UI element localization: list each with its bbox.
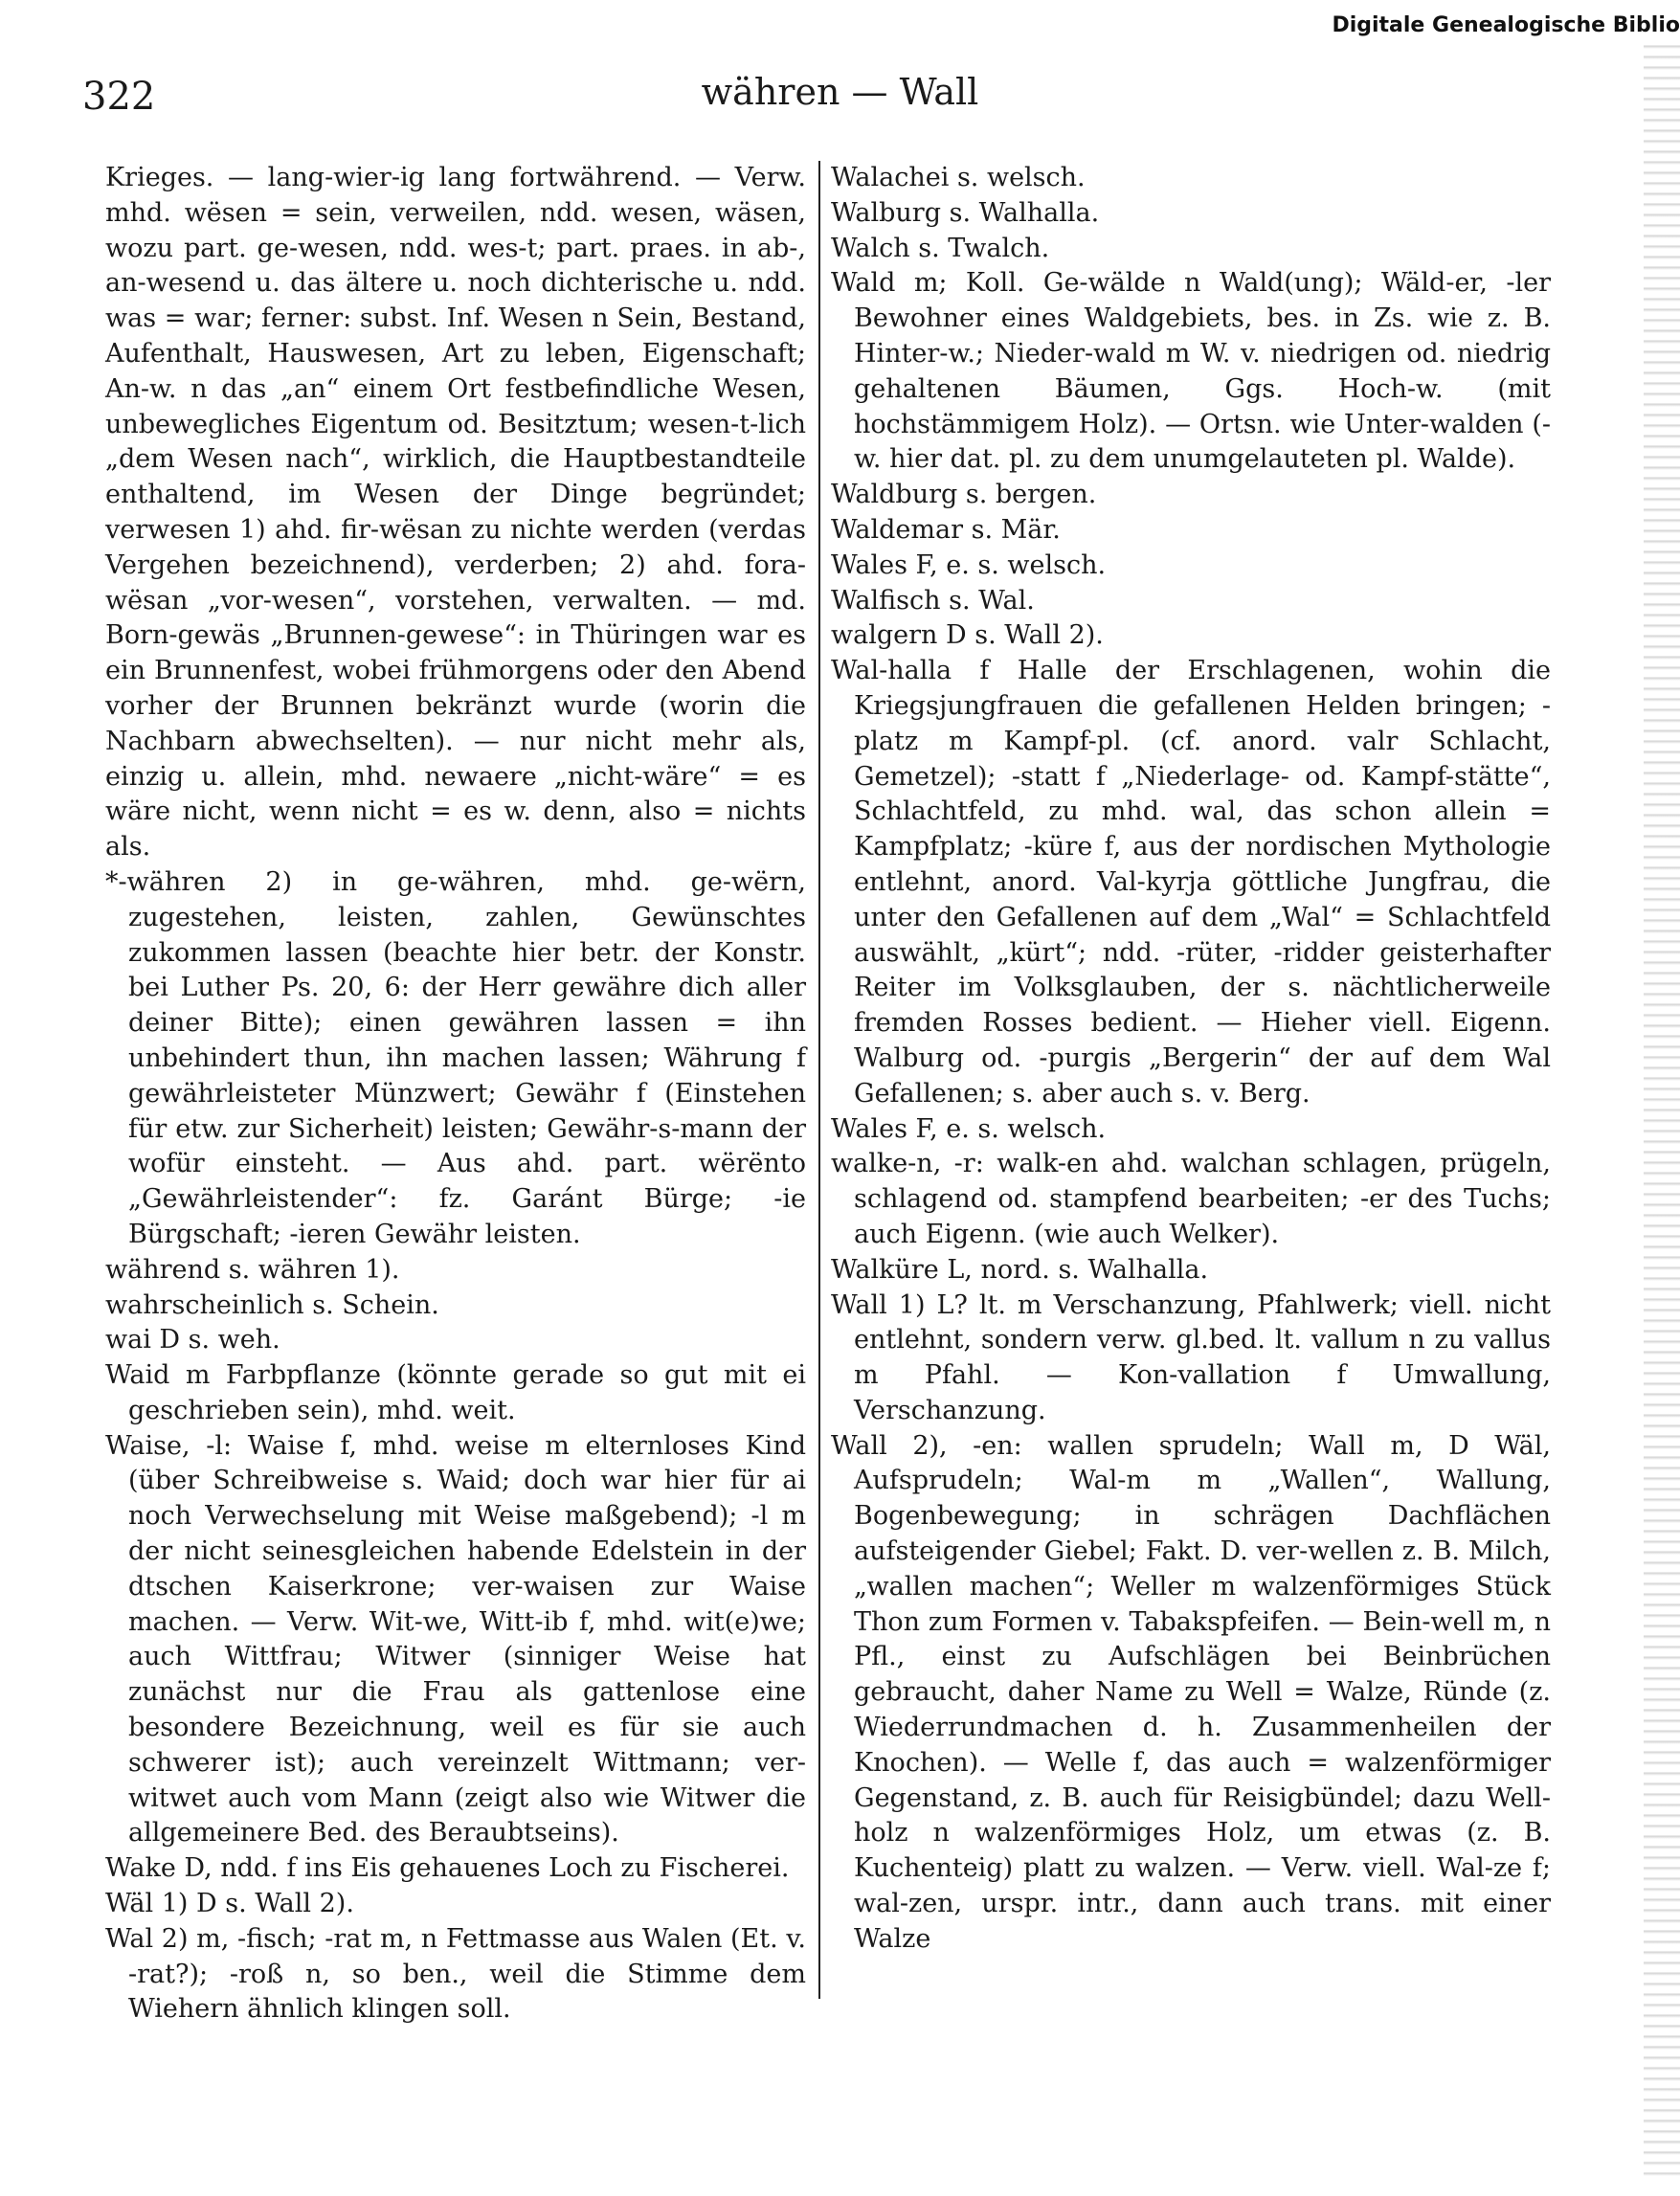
entry-paragraph: Wall 2), -en: wallen sprudeln; Wall m, D Wäl, Aufsprudeln; Wal-m m „Wallen“, Wallung, Bogenbewegung; in schrägen Dachflächen aufsteigender Giebel; Fakt. D. ver-wellen z. B. Milch, „wallen machen“; Weller m walzenförmiges Stück Thon zum Formen v. Tabakspfeifen. — Bein-well m, n Pfl., einst zu Aufschlägen bei Beinbrüchen gebraucht, daher Name zu Well = Walze, Ründe (z. Wiederrundmachen d. h. Zusammenheilen der Knochen). — Welle f, das auch = walzenförmiger Gegenstand, z. B. auch für Reisigbündel; dazu Well-holz n walzenförmiges Holz, um etwas (z. B. Kuchenteig) platt zu walzen. — Verw. viell. Wal-ze f; wal-zen, urspr. intr., dann auch trans. mit einer Walze bbox=[831, 1430, 1551, 1954]
entry-paragraph: walke-n, -r: walk-en ahd. walchan schlagen, prügeln, schlagend od. stampfend bearbeiten; -er des Tuchs; auch Eigenn. (wie auch Welker). bbox=[831, 1149, 1551, 1249]
entry-paragraph: Wäl 1) D s. Wall 2). bbox=[105, 1889, 354, 1919]
entry-paragraph: Krieges. — lang-wier-ig lang fortwährend. — Verw. mhd. wësen = sein, verweilen, ndd. wesen, wäsen, wozu part. ge-wesen, ndd. wes-t; part. praes. in ab-, an-wesend u. das ältere u. noch dichterische u. ndd. was = war; ferner: subst. Inf. Wesen n Sein, Bestand, Aufenthalt, Hauswesen, Art zu leben, Eigenschaft; An-w. n das „an“ einem Ort festbefindliche Wesen, unbewegliches Eigentum od. Besitztum; wesen-t-lich „dem Wesen nach“, wirklich, die Hauptbestandteile enthaltend, im Wesen der Dinge begründet; verwesen 1) ahd. fir-wësan zu nichte werden (verdas Vergehen bezeichnend), verderben; 2) ahd. fora-wësan „vor-wesen“, vorstehen, verwalten. — md. Born-gewäs „Brunnen-gewese“: in Thüringen war es ein Brunnenfest, wobei frühmorgens oder den Abend vorher der Brunnen bekränzt wurde (worin die Nachbarn abwechselten). — nur nicht mehr als, einzig u. allein, mhd. newaere „nicht-wäre“ = es wäre nicht, wenn nicht = es w. denn, also = nichts als. bbox=[105, 163, 806, 863]
running-head: währen — Wall bbox=[701, 71, 979, 113]
entry-paragraph: Walachei s. welsch. bbox=[831, 163, 1086, 192]
entry-paragraph: Waldburg s. bergen. bbox=[831, 480, 1097, 510]
entry-paragraph: Walch s. Twalch. bbox=[831, 233, 1050, 263]
entry-paragraph: Wal 2) m, -fisch; -rat m, n Fettmasse aus Walen (Et. v. -rat?); -roß n, so ben., weil die Stimme dem Wiehern ähnlich klingen soll. bbox=[105, 1923, 806, 2025]
entry-paragraph: wahrscheinlich s. Schein. bbox=[105, 1289, 439, 1320]
entry-paragraph: Waid m Farbpflanze (könnte gerade so gut mit ei geschrieben sein), mhd. weit. bbox=[105, 1360, 806, 1425]
entry-paragraph: Waise, -l: Waise f, mhd. weise m elternloses Kind (über Schreibweise s. Waid; doch war hier für ai noch Verwechselung mit Weise maßgebend); -l m der nicht seinesgleichen habende Edelstein in der dtschen Kaiserkrone; ver-waisen zur Waise machen. — Verw. Wit-we, Witt-ib f, mhd. wit(e)we; auch Wittfrau; Witwer (sinniger Weise hat zunächst nur die Frau als gattenlose eine besondere Bezeichnung, weil es für sie auch schwerer ist); auch vereinzelt Wittmann; ver-witwet auch vom Mann (zeigt also wie Witwer die allgemeinere Bed. des Beraubtseins). bbox=[105, 1430, 806, 1849]
entry-paragraph: Walfisch s. Wal. bbox=[831, 585, 1035, 616]
entry-paragraph: walgern D s. Wall 2). bbox=[831, 620, 1104, 651]
column-divider bbox=[818, 161, 820, 1999]
entry-paragraph: Wales F, e. s. welsch. bbox=[831, 1113, 1107, 1144]
watermark: Digitale Genealogische Biblio bbox=[1332, 13, 1680, 37]
page-number: 322 bbox=[82, 75, 156, 119]
entry-paragraph: Wall 1) L? lt. m Verschanzung, Pfahlwerk; viell. nicht entlehnt, sondern verw. gl.bed. lt. vallum n zu vallus m Pfahl. — Kon-vallation f Umwallung, Verschanzung. bbox=[831, 1289, 1551, 1425]
entry-paragraph: Wake D, ndd. f ins Eis gehauenes Loch zu Fischerei. bbox=[105, 1853, 790, 1884]
left-column bbox=[105, 161, 806, 2028]
right-column bbox=[831, 161, 1551, 1958]
entry-paragraph: Waldemar s. Mär. bbox=[831, 514, 1061, 545]
entry-paragraph: Wald m; Koll. Ge-wälde n Wald(ung); Wäld-er, -ler Bewohner eines Waldgebiets, bes. in Zs. wie z. B. Hinter-w.; Nieder-wald m W. v. niedrigen od. niedrig gehaltenen Bäumen, Ggs. Hoch-w. (mit hochstämmigem Holz). — Ortsn. wie Unter-walden (-w. hier dat. pl. zu dem unumgelauteten pl. Walde). bbox=[831, 268, 1551, 475]
entry-paragraph: wai D s. weh. bbox=[105, 1325, 280, 1356]
scan-edge-noise bbox=[1644, 38, 1680, 2183]
entry-paragraph: *-währen 2) in ge-währen, mhd. ge-wërn, zugestehen, leisten, zahlen, Gewünschtes zukommen lassen (beachte hier betr. der Konstr. bei Luther Ps. 20, 6: der Herr gewähre dich aller deiner Bitte); einen gewähren lassen = ihn unbehindert thun, ihn machen lassen; Währung f gewährleisteter Münzwert; Gewähr f (Einstehen für etw. zur Sicherheit) leisten; Gewähr-s-mann der wofür einsteht. — Aus ahd. part. wërënto „Gewährleistender“: fz. Garánt Bürge; -ie Bürgschaft; -ieren Gewähr leisten. bbox=[105, 866, 806, 1249]
entry-paragraph: Wal-halla f Halle der Erschlagenen, wohin die Kriegsjungfrauen die gefallenen Helden bringen; -platz m Kampf-pl. (cf. anord. valr Schlacht, Gemetzel); -statt f „Niederlage- od. Kampf-stätte“, Schlachtfeld, zu mhd. wal, das schon allein = Kampfplatz; -küre f, aus der nordischen Mythologie entlehnt, anord. Val-kyrja göttliche Jungfrau, die unter den Gefallenen auf dem „Wal“ = Schlachtfeld auswählt, „kürt“; ndd. -rüter, -ridder geisterhafter Reiter im Volksglauben, der s. nächtlicherweile fremden Rosses bedient. — Hieher viell. Eigenn. Walburg od. -purgis „Bergerin“ der auf dem Wal Gefallenen; s. aber auch s. v. Berg. bbox=[831, 656, 1551, 1109]
entry-paragraph: während s. währen 1). bbox=[105, 1254, 400, 1285]
entry-paragraph: Walburg s. Walhalla. bbox=[831, 197, 1100, 228]
entry-paragraph: Wales F, e. s. welsch. bbox=[831, 549, 1107, 580]
entry-paragraph: Walküre L, nord. s. Walhalla. bbox=[831, 1254, 1209, 1285]
